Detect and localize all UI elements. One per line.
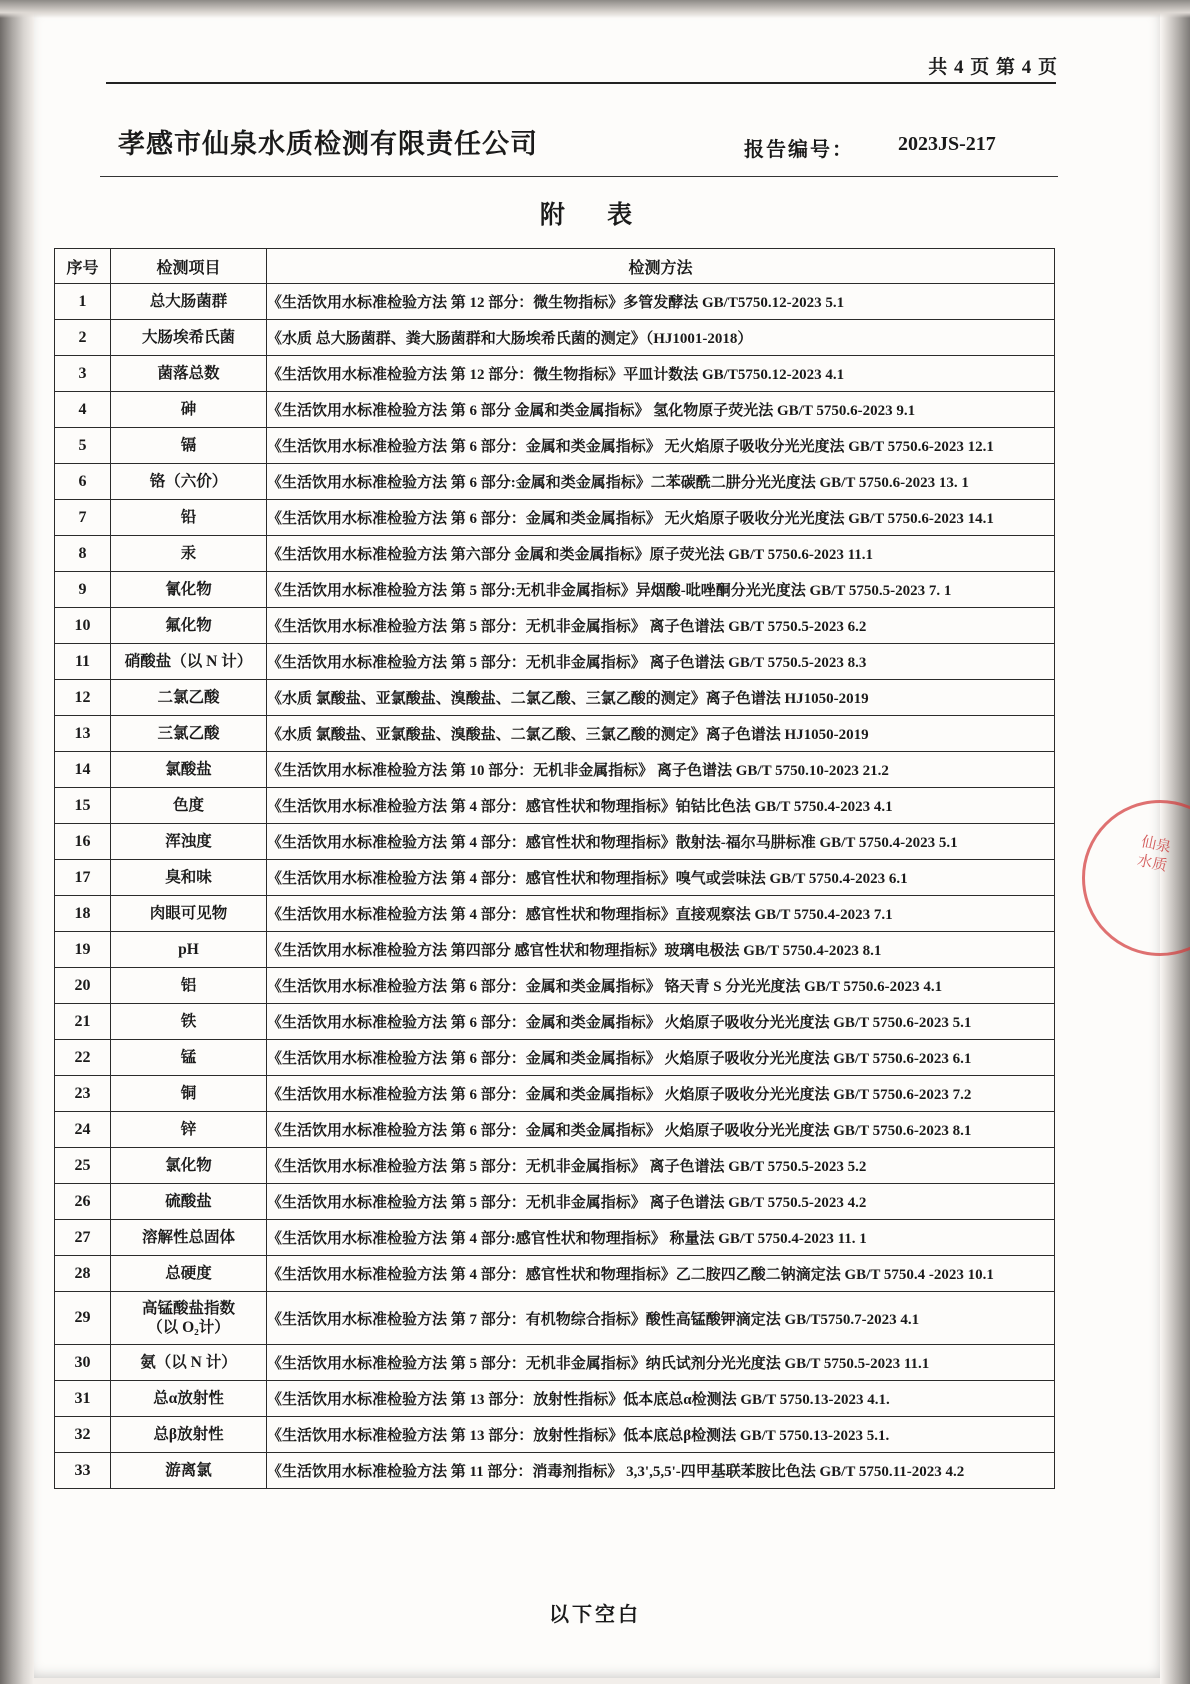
row-index: 26 — [55, 1184, 111, 1220]
test-method-text: 《生活饮用水标准检验方法 第 10 部分：无机非金属指标》 离子色谱法 GB/T 5750.10-2023 21.2 — [267, 752, 1055, 788]
test-method-text: 《生活饮用水标准检验方法 第 6 部分 金属和类金属指标》 氢化物原子荧光法 GB/T 5750.6-2023 9.1 — [267, 392, 1055, 428]
test-method-text: 《生活饮用水标准检验方法 第 5 部分：无机非金属指标》 离子色谱法 GB/T 5750.5-2023 8.3 — [267, 644, 1055, 680]
table-row — [55, 320, 1055, 356]
report-number-label: 报告编号： — [744, 139, 854, 161]
row-index: 4 — [55, 392, 111, 428]
header-rule-bottom — [100, 176, 1058, 177]
table-row — [55, 752, 1055, 788]
page-counter: 共 4 页 第 4 页 — [928, 57, 1058, 78]
row-index: 5 — [55, 428, 111, 464]
table-row — [55, 788, 1055, 824]
table-row — [55, 1220, 1055, 1256]
test-item-name: 总α放射性 — [111, 1381, 267, 1417]
test-method-text: 《生活饮用水标准检验方法 第 6 部分：金属和类金属指标》 无火焰原子吸收分光光度法 GB/T 5750.6-2023 14.1 — [267, 500, 1055, 536]
test-item-name: 总大肠菌群 — [111, 284, 267, 320]
test-method-text: 《生活饮用水标准检验方法 第 5 部分：无机非金属指标》 离子色谱法 GB/T 5750.5-2023 5.2 — [267, 1148, 1055, 1184]
test-method-text: 《生活饮用水标准检验方法 第 5 部分：无机非金属指标》 离子色谱法 GB/T 5750.5-2023 4.2 — [267, 1184, 1055, 1220]
test-item-name: 氨（以 N 计） — [111, 1345, 267, 1381]
row-index: 15 — [55, 788, 111, 824]
test-item-name: 砷 — [111, 392, 267, 428]
test-method-text: 《生活饮用水标准检验方法 第 4 部分：感官性状和物理指标》直接观察法 GB/T 5750.4-2023 7.1 — [267, 896, 1055, 932]
test-item-name: 汞 — [111, 536, 267, 572]
table-header-row — [55, 249, 1055, 284]
table-row — [55, 392, 1055, 428]
test-method-text: 《生活饮用水标准检验方法 第 5 部分：无机非金属指标》纳氏试剂分光光度法 GB/T 5750.5-2023 11.1 — [267, 1345, 1055, 1381]
column-header-method: 检测方法 — [267, 249, 1055, 284]
table-row — [55, 860, 1055, 896]
table-row — [55, 716, 1055, 752]
test-method-text: 《水质 氯酸盐、亚氯酸盐、溴酸盐、二氯乙酸、三氯乙酸的测定》离子色谱法 HJ1050-2019 — [267, 716, 1055, 752]
test-method-text: 《水质 总大肠菌群、粪大肠菌群和大肠埃希氏菌的测定》（HJ1001-2018） — [267, 320, 1055, 356]
row-index: 24 — [55, 1112, 111, 1148]
row-index: 29 — [55, 1292, 111, 1345]
test-method-text: 《生活饮用水标准检验方法 第 12 部分：微生物指标》平皿计数法 GB/T5750.12-2023 4.1 — [267, 356, 1055, 392]
row-index: 20 — [55, 968, 111, 1004]
test-item-name: 色度 — [111, 788, 267, 824]
row-index: 19 — [55, 932, 111, 968]
table-row — [55, 1148, 1055, 1184]
test-method-text: 《生活饮用水标准检验方法 第 6 部分：金属和类金属指标》 无火焰原子吸收分光光度法 GB/T 5750.6-2023 12.1 — [267, 428, 1055, 464]
table-row — [55, 608, 1055, 644]
table-row — [55, 1417, 1055, 1453]
test-method-text: 《生活饮用水标准检验方法 第 4 部分：感官性状和物理指标》乙二胺四乙酸二钠滴定法 GB/T 5750.4 -2023 10.1 — [267, 1256, 1055, 1292]
row-index: 17 — [55, 860, 111, 896]
column-header-item: 检测项目 — [111, 249, 267, 284]
table-row — [55, 1004, 1055, 1040]
test-method-text: 《生活饮用水标准检验方法 第 4 部分：感官性状和物理指标》散射法-福尔马肼标准 GB/T 5750.4-2023 5.1 — [267, 824, 1055, 860]
row-index: 21 — [55, 1004, 111, 1040]
row-index: 7 — [55, 500, 111, 536]
test-item-name: 镉 — [111, 428, 267, 464]
test-method-text: 《生活饮用水标准检验方法 第 7 部分：有机物综合指标》酸性高锰酸钾滴定法 GB/T5750.7-2023 4.1 — [267, 1292, 1055, 1345]
test-method-text: 《生活饮用水标准检验方法 第四部分 感官性状和物理指标》玻璃电极法 GB/T 5750.4-2023 8.1 — [267, 932, 1055, 968]
row-index: 33 — [55, 1453, 111, 1489]
table-row — [55, 1112, 1055, 1148]
report-number-value: 2023JS-217 — [898, 133, 996, 155]
table-row — [55, 824, 1055, 860]
test-item-name: 铁 — [111, 1004, 267, 1040]
table-row — [55, 680, 1055, 716]
row-index: 30 — [55, 1345, 111, 1381]
test-item-name: 三氯乙酸 — [111, 716, 267, 752]
test-method-text: 《生活饮用水标准检验方法 第 5 部分：无机非金属指标》 离子色谱法 GB/T 5750.5-2023 6.2 — [267, 608, 1055, 644]
test-item-name: pH — [111, 932, 267, 968]
table-row — [55, 932, 1055, 968]
row-index: 14 — [55, 752, 111, 788]
table-row — [55, 1453, 1055, 1489]
table-row — [55, 500, 1055, 536]
test-item-name: 锌 — [111, 1112, 267, 1148]
table-row — [55, 1040, 1055, 1076]
row-index: 9 — [55, 572, 111, 608]
row-index: 16 — [55, 824, 111, 860]
test-item-line: 高锰酸盐指数 — [141, 1299, 235, 1317]
company-seal-text: 仙泉水质 — [1135, 834, 1173, 875]
scan-top-shadow — [0, 0, 1190, 18]
test-item-name: 臭和味 — [111, 860, 267, 896]
table-body — [55, 284, 1055, 1489]
blank-note: 以下空白 — [549, 1604, 641, 1626]
table-row — [55, 896, 1055, 932]
table-row — [55, 1256, 1055, 1292]
table-row — [55, 968, 1055, 1004]
row-index: 12 — [55, 680, 111, 716]
test-item-name: 铅 — [111, 500, 267, 536]
row-index: 2 — [55, 320, 111, 356]
test-item-name: 溶解性总固体 — [111, 1220, 267, 1256]
test-item-name: 二氯乙酸 — [111, 680, 267, 716]
table-row — [55, 464, 1055, 500]
test-item-name: 铜 — [111, 1076, 267, 1112]
row-index: 28 — [55, 1256, 111, 1292]
row-index: 10 — [55, 608, 111, 644]
row-index: 25 — [55, 1148, 111, 1184]
row-index: 8 — [55, 536, 111, 572]
methods-table — [54, 248, 1055, 1489]
table-row — [55, 1381, 1055, 1417]
test-item-name: 肉眼可见物 — [111, 896, 267, 932]
test-method-text: 《生活饮用水标准检验方法 第 6 部分：金属和类金属指标》 火焰原子吸收分光光度法 GB/T 5750.6-2023 8.1 — [267, 1112, 1055, 1148]
test-item-name: 氯化物 — [111, 1148, 267, 1184]
table-row — [55, 644, 1055, 680]
row-index: 23 — [55, 1076, 111, 1112]
test-item-name: 铬（六价） — [111, 464, 267, 500]
test-method-text: 《生活饮用水标准检验方法 第 12 部分：微生物指标》多管发酵法 GB/T5750.12-2023 5.1 — [267, 284, 1055, 320]
test-item-name — [111, 1292, 267, 1345]
table-row — [55, 1292, 1055, 1345]
test-item-name: 游离氯 — [111, 1453, 267, 1489]
test-method-text: 《生活饮用水标准检验方法 第六部分 金属和类金属指标》原子荧光法 GB/T 5750.6-2023 11.1 — [267, 536, 1055, 572]
test-item-name: 氰化物 — [111, 572, 267, 608]
test-method-text: 《生活饮用水标准检验方法 第 13 部分：放射性指标》低本底总α检测法 GB/T 5750.13-2023 4.1. — [267, 1381, 1055, 1417]
test-method-text: 《生活饮用水标准检验方法 第 5 部分:无机非金属指标》异烟酸-吡唑酮分光光度法 GB/T 5750.5-2023 7. 1 — [267, 572, 1055, 608]
test-method-text: 《生活饮用水标准检验方法 第 13 部分：放射性指标》低本底总β检测法 GB/T 5750.13-2023 5.1. — [267, 1417, 1055, 1453]
table-row — [55, 536, 1055, 572]
test-item-name: 硫酸盐 — [111, 1184, 267, 1220]
page-title: 附 表 — [539, 202, 651, 229]
test-method-text: 《生活饮用水标准检验方法 第 4 部分：感官性状和物理指标》嗅气或尝味法 GB/T 5750.4-2023 6.1 — [267, 860, 1055, 896]
table-row — [55, 572, 1055, 608]
column-header-no: 序号 — [55, 249, 111, 284]
test-item-name: 铝 — [111, 968, 267, 1004]
row-index: 11 — [55, 644, 111, 680]
row-index: 3 — [55, 356, 111, 392]
table-row — [55, 356, 1055, 392]
test-method-text: 《生活饮用水标准检验方法 第 6 部分：金属和类金属指标》 火焰原子吸收分光光度法 GB/T 5750.6-2023 7.2 — [267, 1076, 1055, 1112]
test-method-text: 《生活饮用水标准检验方法 第 11 部分：消毒剂指标》 3,3',5,5'-四甲基联苯胺比色法 GB/T 5750.11-2023 4.2 — [267, 1453, 1055, 1489]
test-item-line: （以 O₂计） — [147, 1319, 230, 1336]
row-index: 32 — [55, 1417, 111, 1453]
table-row — [55, 1184, 1055, 1220]
table-row — [55, 284, 1055, 320]
table-row — [55, 428, 1055, 464]
test-item-name: 浑浊度 — [111, 824, 267, 860]
test-item-name: 氟化物 — [111, 608, 267, 644]
test-item-name: 总β放射性 — [111, 1417, 267, 1453]
row-index: 22 — [55, 1040, 111, 1076]
test-item-name: 氯酸盐 — [111, 752, 267, 788]
company-name: 孝感市仙泉水质检测有限责任公司 — [118, 129, 538, 159]
test-method-text: 《生活饮用水标准检验方法 第 4 部分:感官性状和物理指标》 称量法 GB/T 5750.4-2023 11. 1 — [267, 1220, 1055, 1256]
test-item-name: 硝酸盐（以 N 计） — [111, 644, 267, 680]
row-index: 13 — [55, 716, 111, 752]
row-index: 1 — [55, 284, 111, 320]
row-index: 31 — [55, 1381, 111, 1417]
test-method-text: 《生活饮用水标准检验方法 第 4 部分：感官性状和物理指标》铂钴比色法 GB/T 5750.4-2023 4.1 — [267, 788, 1055, 824]
test-method-text: 《生活饮用水标准检验方法 第 6 部分：金属和类金属指标》 火焰原子吸收分光光度法 GB/T 5750.6-2023 6.1 — [267, 1040, 1055, 1076]
header-rule-top — [106, 82, 1056, 84]
test-item-name: 锰 — [111, 1040, 267, 1076]
row-index: 27 — [55, 1220, 111, 1256]
test-method-text: 《生活饮用水标准检验方法 第 6 部分：金属和类金属指标》 火焰原子吸收分光光度法 GB/T 5750.6-2023 5.1 — [267, 1004, 1055, 1040]
scan-left-shadow — [0, 0, 34, 1684]
row-index: 18 — [55, 896, 111, 932]
table-row — [55, 1345, 1055, 1381]
row-index: 6 — [55, 464, 111, 500]
test-method-text: 《生活饮用水标准检验方法 第 6 部分:金属和类金属指标》二苯碳酰二肼分光光度法 GB/T 5750.6-2023 13. 1 — [267, 464, 1055, 500]
test-item-name: 大肠埃希氏菌 — [111, 320, 267, 356]
table-row — [55, 1076, 1055, 1112]
test-item-name: 总硬度 — [111, 1256, 267, 1292]
test-method-text: 《生活饮用水标准检验方法 第 6 部分：金属和类金属指标》 铬天青 S 分光光度法 GB/T 5750.6-2023 4.1 — [267, 968, 1055, 1004]
test-item-name: 菌落总数 — [111, 356, 267, 392]
test-method-text: 《水质 氯酸盐、亚氯酸盐、溴酸盐、二氯乙酸、三氯乙酸的测定》离子色谱法 HJ1050-2019 — [267, 680, 1055, 716]
